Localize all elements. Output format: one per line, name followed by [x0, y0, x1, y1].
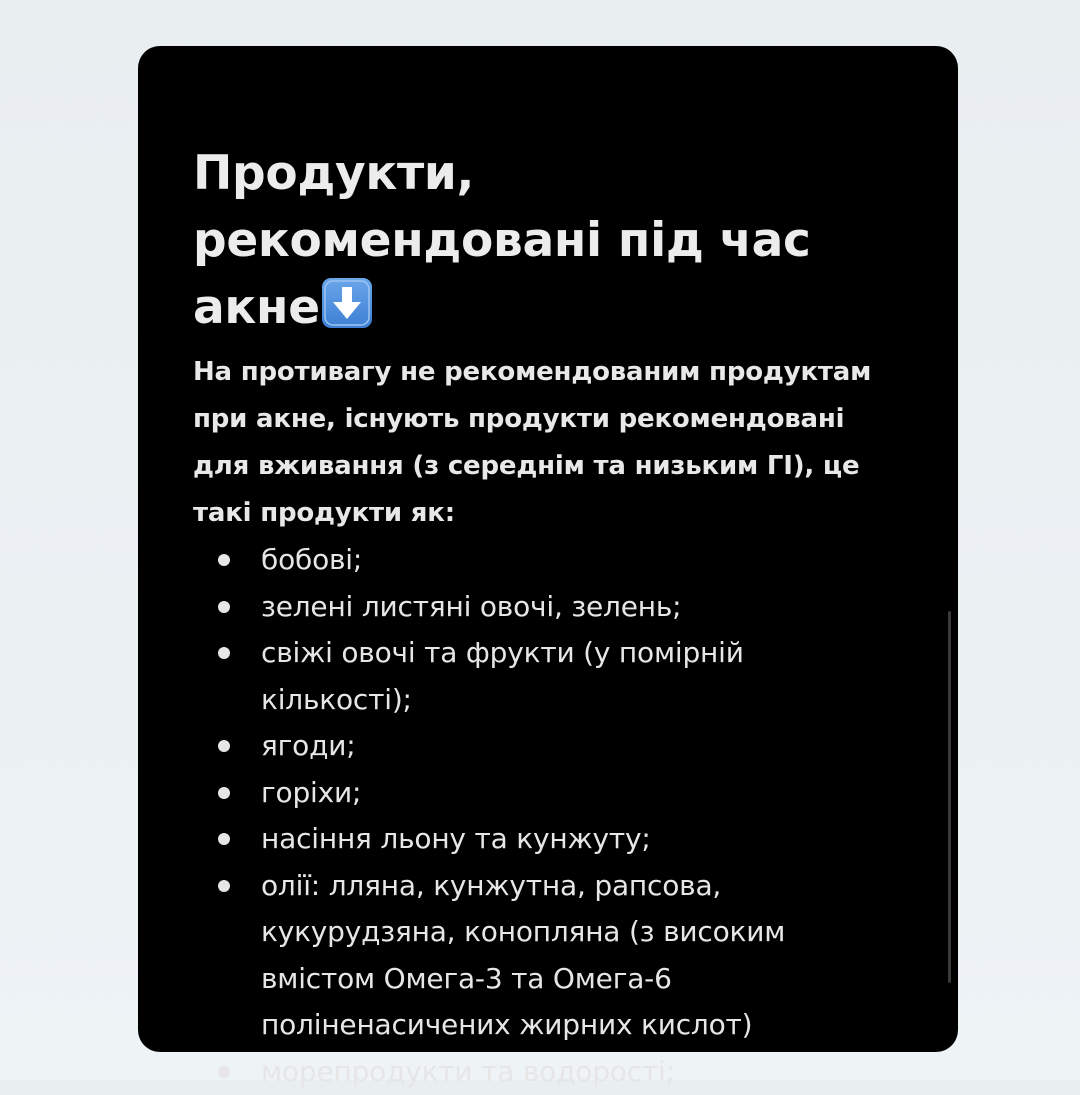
scrollbar[interactable] [948, 611, 951, 983]
list-item [193, 723, 898, 770]
list-item-label: свіжі овочі та фрукти (у помірній кількості); [261, 636, 744, 716]
content-card [138, 46, 958, 1052]
list-item-label: олії: лляна, кунжутна, рапсова, кукурудзяна, конопляна (з високим вмістом Омега-3 та Омега-6 поліненасичених жирних кислот) [261, 869, 785, 1042]
bullet-icon [218, 1066, 230, 1078]
bullet-icon [218, 880, 230, 892]
list-item [193, 1049, 898, 1095]
bullet-icon [218, 647, 230, 659]
list-item-label: насіння льону та кунжуту; [261, 822, 651, 855]
bullet-icon [218, 833, 230, 845]
down-arrow-icon [322, 278, 372, 328]
bullet-icon [218, 740, 230, 752]
list-item [193, 863, 898, 1049]
list-item [193, 630, 898, 723]
bullet-icon [218, 554, 230, 566]
products-list [193, 537, 898, 1095]
list-item-label: зелені листяні овочі, зелень; [261, 590, 681, 623]
list-item-label: бобові; [261, 543, 362, 576]
title-text: Продукти, рекомендовані під час акне [193, 146, 811, 335]
intro-paragraph: На противагу не рекомендованим продуктам при акне, існують продукти рекомендовані для вживання (з середнім та низьким ГІ), це такі продукти як: [193, 349, 898, 537]
list-item-label: горіхи; [261, 776, 361, 809]
list-item-label: ягоди; [261, 729, 355, 762]
list-item [193, 537, 898, 584]
page-title [193, 140, 898, 341]
list-item-label: морепродукти та водорості; [261, 1055, 675, 1088]
bullet-icon [218, 787, 230, 799]
list-item [193, 816, 898, 863]
bullet-icon [218, 601, 230, 613]
list-item [193, 770, 898, 817]
list-item [193, 584, 898, 631]
